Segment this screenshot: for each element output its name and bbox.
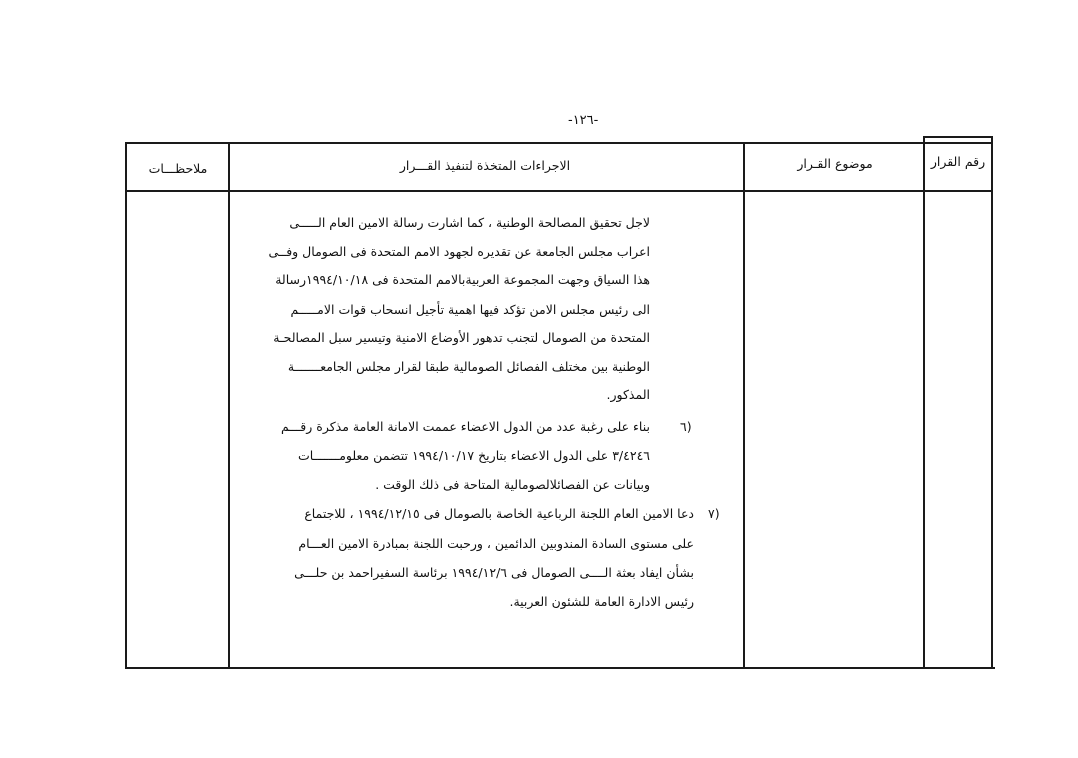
- table-top-border-right: [923, 136, 993, 138]
- column-divider-actions: [743, 142, 745, 669]
- item-6-line: بناء على رغبة عدد من الدول الاعضاء عممت الامانة العامة مذكرة رقـــم: [280, 419, 650, 434]
- header-decision-subject: موضوع القـرار: [797, 156, 873, 171]
- item-6-line: وبيانات عن الفصائلالصومالية المتاحة فى ذلك الوقت .: [375, 477, 650, 492]
- item-7-line: على مستوى السادة المندوبين الدائمين ، ورحبت اللجنة بمبادرة الامين العـــام: [298, 536, 694, 551]
- header-notes: ملاحظـــات: [148, 161, 208, 176]
- intro-line: اعراب مجلس الجامعة عن تقديره لجهود الامم المتحدة فى الصومال وفــى: [268, 244, 650, 259]
- header-bottom-border: [125, 190, 992, 192]
- item-7-line: بشأن ايفاد بعثة الــــى الصومال فى ١٩٩٤/١٢/٦ برئاسة السفيراحمد بن حلـــى: [294, 565, 694, 580]
- table-bottom-border: [125, 667, 995, 669]
- intro-line: المتحدة من الصومال لتجنب تدهور الأوضاع الامنية وتيسير سبل المصالحـة: [273, 330, 650, 345]
- intro-line: هذا السياق وجهت المجموعة العربيةبالامم المتحدة فى ١٩٩٤/١٠/١٨رسالة: [275, 272, 650, 287]
- table-top-border: [125, 142, 992, 144]
- intro-line: الوطنية بين مختلف الفصائل الصومالية طبقا لقرار مجلس الجامعـــــــة: [287, 359, 650, 374]
- intro-line: المذكور.: [606, 387, 650, 402]
- column-divider-notes: [228, 142, 230, 669]
- item-7-line: رئيس الادارة العامة للشئون العربية.: [509, 594, 694, 609]
- item-7-line: دعا الامين العام اللجنة الرباعية الخاصة بالصومال فى ١٩٩٤/١٢/١٥ ، للاجتماع: [304, 506, 694, 521]
- page-number: -١٢٦-: [568, 113, 599, 128]
- item-7-number: ٧): [708, 506, 720, 521]
- column-divider-right: [991, 136, 993, 669]
- header-decision-number: رقم القرار: [930, 154, 986, 169]
- item-6-number: ٦): [680, 419, 692, 434]
- column-divider-left: [125, 142, 127, 669]
- intro-line: لاجل تحقيق المصالحة الوطنية ، كما اشارت رسالة الامين العام الـــــى: [289, 215, 650, 230]
- item-6-line: ٣/٤٢٤٦ على الدول الاعضاء بتاريخ ١٩٩٤/١٠/١٧ تتضمن معلومـــــــات: [297, 448, 650, 463]
- intro-line: الى رئيس مجلس الامن تؤكد فيها اهمية تأجيل انسحاب قوات الامـــــم: [290, 302, 650, 317]
- column-divider-subject: [923, 136, 925, 669]
- header-actions-taken: الاجراءات المتخذة لتنفيذ القـــرار: [399, 158, 571, 173]
